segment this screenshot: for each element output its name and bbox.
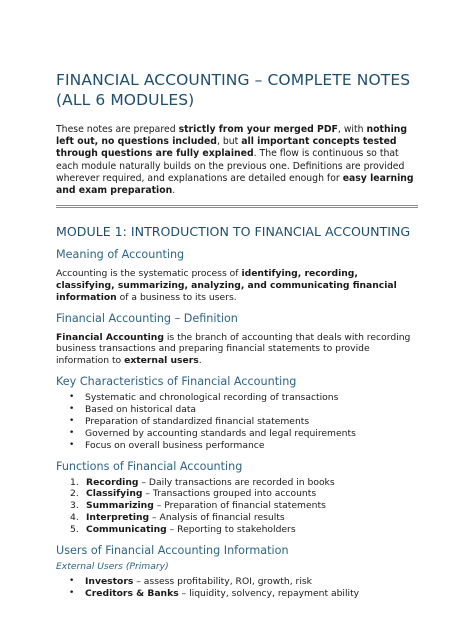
characteristics-list <box>56 392 418 452</box>
list-item: • Preparation of standardized financial statements <box>69 416 418 428</box>
list-item: 4. Interpreting – Analysis of financial results <box>70 512 285 524</box>
meaning-heading: Meaning of Accounting <box>56 248 185 262</box>
list-item: • Systematic and chronological recording of transactions <box>69 392 418 404</box>
meaning-paragraph: Accounting is the systematic process of identifying, recording, classifying, summarizing, analyzing, and communicating financial information of a business to its users. <box>56 268 397 303</box>
title-line-1: FINANCIAL ACCOUNTING – COMPLETE NOTES <box>56 71 411 89</box>
list-item: 3. Summarizing – Preparation of financial statements <box>70 500 326 512</box>
external-users-subheading: External Users (Primary) <box>56 561 169 573</box>
functions-list <box>56 477 418 537</box>
definition-paragraph: Financial Accounting is the branch of accounting that deals with recording business transactions and preparing financial statements to provide information to external users. <box>56 331 411 367</box>
users-list <box>56 576 418 600</box>
document-title <box>56 70 418 110</box>
intro-paragraph: These notes are prepared strictly from your merged PDF, with nothing left out, no questions included, but all important concepts tested through questions are fully explained. The flow is continuous so that each module naturally builds on the previous one. Definitions are provided wherever required, and explanations are detailed enough for easy learning and exam preparation. <box>56 124 414 197</box>
title-line-2: (ALL 6 MODULES) <box>56 91 195 109</box>
list-item: • Creditors & Banks – liquidity, solvency, repayment ability <box>69 588 418 600</box>
definition-heading: Financial Accounting – Definition <box>56 311 238 325</box>
functions-heading: Functions of Financial Accounting <box>56 459 243 473</box>
list-item: • Based on historical data <box>69 404 418 416</box>
list-item: • Governed by accounting standards and legal requirements <box>69 428 418 440</box>
list-item: • Focus on overall business performance <box>69 440 418 452</box>
list-item: 5. Communicating – Reporting to stakeholders <box>70 524 296 536</box>
characteristics-heading: Key Characteristics of Financial Accounting <box>56 375 297 388</box>
section-divider <box>56 205 418 208</box>
users-heading: Users of Financial Accounting Information <box>56 544 289 558</box>
list-item: 1. Recording – Daily transactions are recorded in books <box>70 476 335 488</box>
list-item: 2. Classifying – Transactions grouped into accounts <box>70 488 317 500</box>
list-item: • Investors – assess profitability, ROI, growth, risk <box>69 576 418 588</box>
module-1-heading: MODULE 1: INTRODUCTION TO FINANCIAL ACCOUNTING <box>56 224 411 240</box>
